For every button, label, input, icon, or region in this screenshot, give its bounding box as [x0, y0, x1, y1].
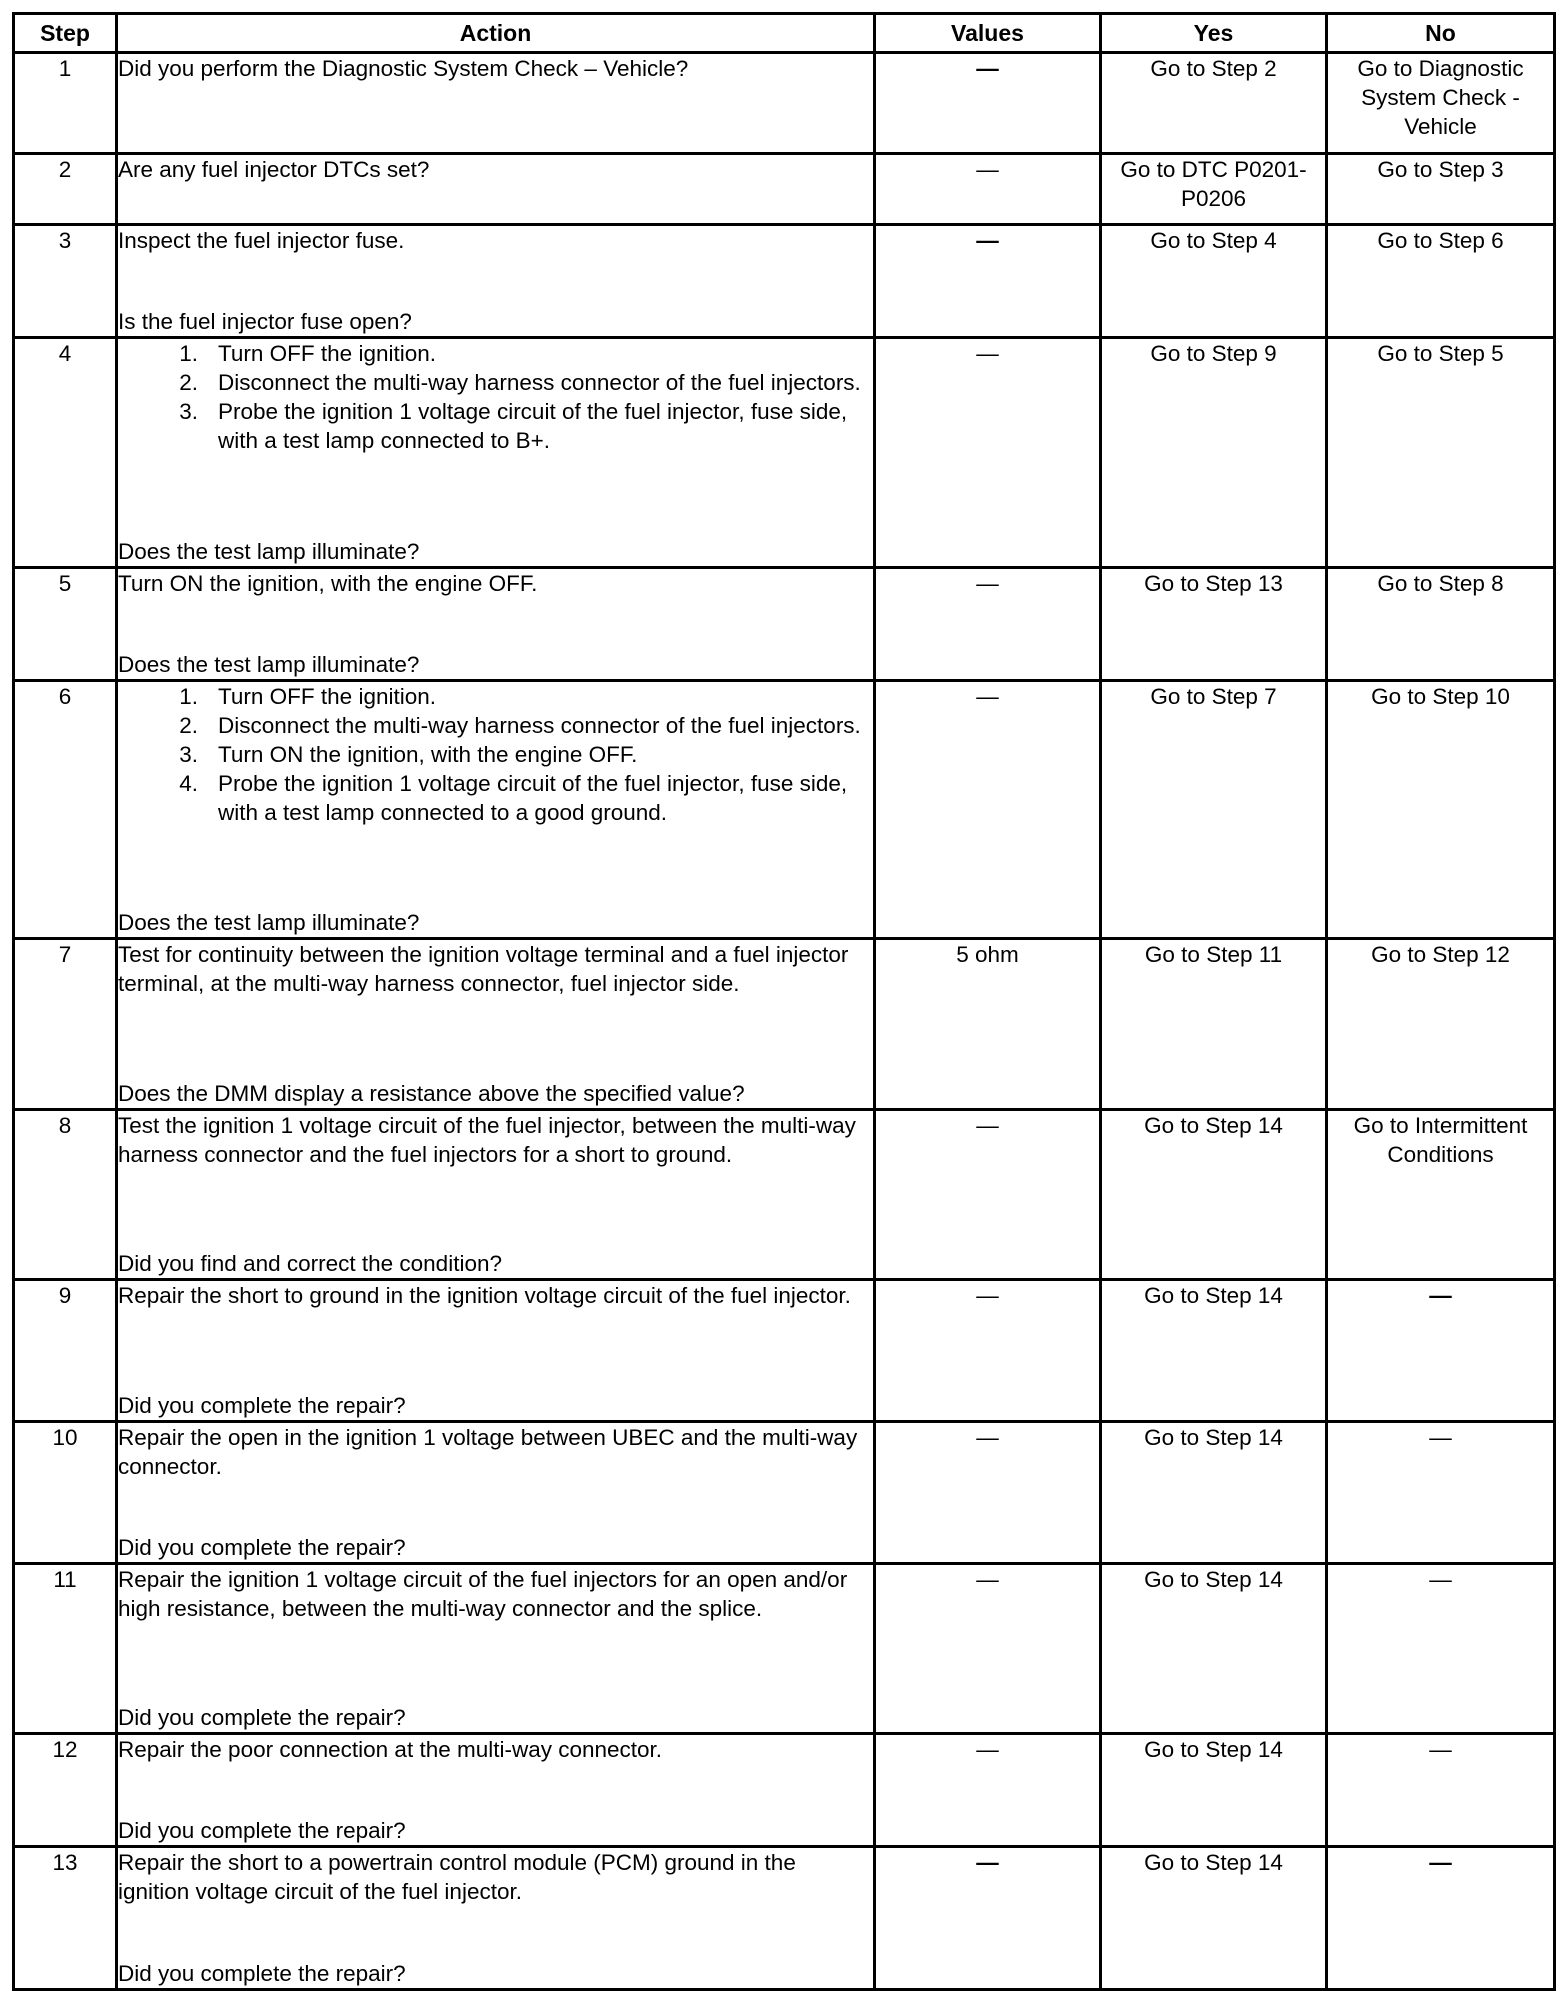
action-cell — [117, 1110, 875, 1280]
yes-cell: Go to Step 14 — [1101, 1847, 1327, 1990]
action-text: Did you perform the Diagnostic System Check – Vehicle? — [118, 56, 689, 81]
no-cell: Go to Step 5 — [1327, 338, 1555, 568]
table-row — [14, 154, 1555, 225]
action-cell — [117, 1280, 875, 1422]
values-text: — — [976, 1425, 999, 1450]
step-number: 12 — [14, 1734, 117, 1847]
action-cell — [117, 1564, 875, 1734]
values-text: — — [976, 1850, 999, 1875]
values-text: — — [976, 56, 999, 81]
step-number: 6 — [14, 681, 117, 939]
yes-cell: Go to Step 14 — [1101, 1110, 1327, 1280]
no-cell: Go to Diagnostic System Check - Vehicle — [1327, 53, 1555, 154]
step-number: 3 — [14, 225, 117, 338]
table-row — [14, 1280, 1555, 1422]
action-cell — [117, 338, 875, 568]
step-number: 1 — [14, 53, 117, 154]
values-text: — — [976, 228, 999, 253]
yes-cell: Go to Step 14 — [1101, 1564, 1327, 1734]
no-cell: Go to Step 10 — [1327, 681, 1555, 939]
no-text: — — [1429, 1737, 1452, 1762]
table-row — [14, 1564, 1555, 1734]
yes-cell: Go to Step 14 — [1101, 1422, 1327, 1564]
step-number: 11 — [14, 1564, 117, 1734]
action-question: Is the fuel injector fuse open? — [118, 309, 412, 334]
values-text: — — [976, 157, 999, 182]
table-row — [14, 1110, 1555, 1280]
action-cell — [117, 1847, 875, 1990]
list-item: 2. Disconnect the multi-way harness connector of the fuel injectors. — [179, 370, 861, 395]
values-cell — [875, 681, 1101, 939]
table-row — [14, 1734, 1555, 1847]
action-cell — [117, 939, 875, 1110]
no-cell — [1327, 1847, 1555, 1990]
table-row — [14, 225, 1555, 338]
table-row — [14, 1847, 1555, 1990]
table-row — [14, 53, 1555, 154]
action-text: Repair the open in the ignition 1 voltage between UBEC and the multi-way connector. — [118, 1425, 858, 1479]
action-question: Did you complete the repair? — [118, 1818, 406, 1843]
action-question: Does the test lamp illuminate? — [118, 652, 420, 677]
no-cell: Go to Step 8 — [1327, 568, 1555, 681]
action-text: Turn ON the ignition, with the engine OFF. — [118, 571, 538, 596]
yes-cell: Go to Step 13 — [1101, 568, 1327, 681]
no-text: — — [1429, 1283, 1452, 1308]
no-cell: Go to Step 12 — [1327, 939, 1555, 1110]
action-question: Does the test lamp illuminate? — [118, 910, 420, 935]
action-cell — [117, 225, 875, 338]
step-number: 5 — [14, 568, 117, 681]
action-cell — [117, 568, 875, 681]
values-text: — — [976, 1113, 999, 1138]
action-question: Did you complete the repair? — [118, 1705, 406, 1730]
step-number: 10 — [14, 1422, 117, 1564]
values-text: 5 ohm — [956, 942, 1019, 967]
values-cell — [875, 1280, 1101, 1422]
yes-cell: Go to Step 9 — [1101, 338, 1327, 568]
action-question: Did you complete the repair? — [118, 1393, 406, 1418]
header-values: Values — [875, 14, 1101, 53]
no-cell — [1327, 1280, 1555, 1422]
action-text: Repair the ignition 1 voltage circuit of the fuel injectors for an open and/or high resistance, between the multi-way connector and the splice. — [118, 1567, 848, 1621]
step-number: 7 — [14, 939, 117, 1110]
action-question: Did you find and correct the condition? — [118, 1251, 502, 1276]
no-cell — [1327, 1734, 1555, 1847]
yes-cell: Go to Step 7 — [1101, 681, 1327, 939]
list-item: 4. Probe the ignition 1 voltage circuit of the fuel injector, fuse side, with a test lamp connected to a good ground. — [179, 771, 848, 825]
action-text: Are any fuel injector DTCs set? — [118, 157, 430, 182]
values-text: — — [976, 571, 999, 596]
action-text: Test for continuity between the ignition voltage terminal and a fuel injector terminal, at the multi-way harness connector, fuel injector side. — [118, 942, 849, 996]
table-row — [14, 681, 1555, 939]
header-no: No — [1327, 14, 1555, 53]
yes-cell: Go to Step 14 — [1101, 1280, 1327, 1422]
header-action: Action — [117, 14, 875, 53]
values-cell — [875, 338, 1101, 568]
values-cell — [875, 1734, 1101, 1847]
list-item: 2. Disconnect the multi-way harness connector of the fuel injectors. — [179, 713, 861, 738]
values-cell — [875, 225, 1101, 338]
step-number: 9 — [14, 1280, 117, 1422]
action-steps-list — [118, 682, 873, 827]
no-cell: Go to Step 6 — [1327, 225, 1555, 338]
values-cell — [875, 1110, 1101, 1280]
yes-cell: Go to Step 11 — [1101, 939, 1327, 1110]
table-row — [14, 1422, 1555, 1564]
action-text: Inspect the fuel injector fuse. — [118, 228, 405, 253]
action-cell — [117, 681, 875, 939]
list-item: 1. Turn OFF the ignition. — [179, 684, 437, 709]
values-cell — [875, 1847, 1101, 1990]
action-cell — [117, 1734, 875, 1847]
no-cell — [1327, 1422, 1555, 1564]
step-number: 13 — [14, 1847, 117, 1990]
action-text: Repair the poor connection at the multi-way connector. — [118, 1737, 663, 1762]
no-text: — — [1429, 1425, 1452, 1450]
diagnostic-table-container — [12, 12, 1556, 1991]
action-text: Test the ignition 1 voltage circuit of the fuel injector, between the multi-way harness connector and the fuel injectors for a short to ground. — [118, 1113, 856, 1167]
list-item: 3. Turn ON the ignition, with the engine OFF. — [179, 742, 638, 767]
table-row — [14, 939, 1555, 1110]
action-cell — [117, 53, 875, 154]
list-item: 1. Turn OFF the ignition. — [179, 341, 437, 366]
values-cell — [875, 1422, 1101, 1564]
values-cell — [875, 154, 1101, 225]
yes-cell: Go to Step 4 — [1101, 225, 1327, 338]
no-cell: Go to Step 3 — [1327, 154, 1555, 225]
action-cell — [117, 154, 875, 225]
no-text: — — [1429, 1850, 1452, 1875]
diagnostic-table — [12, 12, 1556, 1991]
yes-cell: Go to DTC P0201-P0206 — [1101, 154, 1327, 225]
yes-cell: Go to Step 14 — [1101, 1734, 1327, 1847]
action-cell — [117, 1422, 875, 1564]
action-text: Repair the short to ground in the ignition voltage circuit of the fuel injector. — [118, 1283, 851, 1308]
no-cell: Go to Intermittent Conditions — [1327, 1110, 1555, 1280]
values-cell — [875, 1564, 1101, 1734]
values-text: — — [976, 684, 999, 709]
action-steps-list — [118, 339, 873, 455]
step-number: 8 — [14, 1110, 117, 1280]
table-row — [14, 568, 1555, 681]
action-question: Does the test lamp illuminate? — [118, 539, 420, 564]
values-text: — — [976, 1737, 999, 1762]
step-number: 2 — [14, 154, 117, 225]
no-cell — [1327, 1564, 1555, 1734]
yes-cell: Go to Step 2 — [1101, 53, 1327, 154]
values-cell — [875, 939, 1101, 1110]
action-question: Did you complete the repair? — [118, 1961, 406, 1986]
step-number: 4 — [14, 338, 117, 568]
no-text: — — [1429, 1567, 1452, 1592]
action-question: Did you complete the repair? — [118, 1535, 406, 1560]
list-item: 3. Probe the ignition 1 voltage circuit of the fuel injector, fuse side, with a test lamp connected to B+. — [179, 399, 848, 453]
values-cell — [875, 568, 1101, 681]
values-text: — — [976, 1283, 999, 1308]
values-text: — — [976, 341, 999, 366]
values-text: — — [976, 1567, 999, 1592]
action-text: Repair the short to a powertrain control module (PCM) ground in the ignition voltage circuit of the fuel injector. — [118, 1850, 796, 1904]
table-row — [14, 338, 1555, 568]
header-step: Step — [14, 14, 117, 53]
values-cell — [875, 53, 1101, 154]
header-yes: Yes — [1101, 14, 1327, 53]
action-question: Does the DMM display a resistance above the specified value? — [118, 1081, 745, 1106]
table-header-row — [14, 14, 1555, 53]
